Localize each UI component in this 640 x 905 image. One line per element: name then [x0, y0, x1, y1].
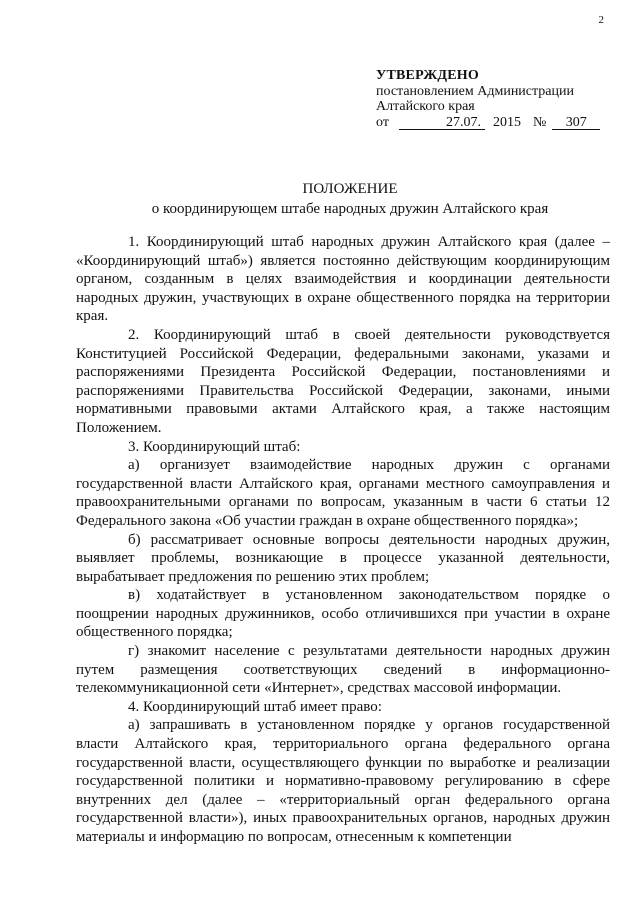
approval-line-2: Алтайского края — [376, 99, 475, 114]
paragraph-4a: а) запрашивать в установленном порядке у органов государственной власти Алтайского края, территориального органа федерального органа государственной власти, осуществляющего функции по выработке и реализации государственной политики и нормативно-правовому регулированию в сфере внутренних дел (далее – «территориальный орган федерального органа государственной власти»), иных правоохранительных органов, народных дружин материалы и информацию по вопросам, отнесенным к компетенции — [76, 717, 610, 845]
approval-from-label: от — [376, 114, 389, 130]
approval-year: 2015 — [492, 114, 521, 130]
document-heading — [60, 179, 640, 219]
paragraph-4: 4. Координирующий штаб имеет право: — [128, 698, 382, 715]
paragraph-2: 2. Координирующий штаб в своей деятельности руководствуется Конституцией Российской Федерации, федеральными законами, указами и распоряжениями Президента Российской Федерации, постановлениями и распоряжениями Правительства Российской Федерации, законами, иными нормативными правовыми актами Алтайского края, а также настоящим Положением. — [76, 326, 610, 436]
paragraph-3v: в) ходатайствует в установленном законодательством порядке о поощрении народных дружинников, особо отличившихся при участии в охране общественного порядка; — [76, 587, 610, 641]
page-number: 2 — [598, 14, 604, 26]
document-subtitle: о координирующем штабе народных дружин Алтайского края — [151, 201, 549, 217]
paragraph-1: 1. Координирующий штаб народных дружин Алтайского края (далее – «Координирующий штаб») является постоянно действующим координирующим органом, созданным в целях взаимодействия и координации деятельности народных дружин, участвующих в охране общественного порядка на территории края. — [76, 234, 610, 325]
approval-date-line — [376, 115, 616, 131]
approval-date: 27.07. — [399, 116, 485, 130]
approval-stamp — [376, 68, 616, 130]
approval-number-sign: № — [532, 114, 547, 130]
approval-number: 307 — [552, 116, 600, 130]
document-body — [76, 233, 610, 847]
paragraph-3g: г) знакомит население с результатами деятельности народных дружин путем размещения соответствующих сведений в информационно-телекоммуникационной сети «Интернет», средствах массовой информации. — [76, 643, 610, 697]
paragraph-3: 3. Координирующий штаб: — [128, 438, 301, 455]
paragraph-3a: а) организует взаимодействие народных дружин с органами государственной власти Алтайского края, органами местного самоуправления и правоохранительными органами по вопросам, указанным в части 6 статьи 12 Федерального закона «Об участии граждан в охране общественного порядка»; — [76, 457, 610, 529]
document-title: ПОЛОЖЕНИЕ — [302, 181, 398, 197]
approval-title: УТВЕРЖДЕНО — [376, 68, 479, 83]
approval-line-1: постановлением Администрации — [376, 83, 574, 99]
paragraph-3b: б) рассматривает основные вопросы деятельности народных дружин, выявляет проблемы, возникающие в процессе указанной деятельности, вырабатывает предложения по решению этих проблем; — [76, 531, 610, 585]
